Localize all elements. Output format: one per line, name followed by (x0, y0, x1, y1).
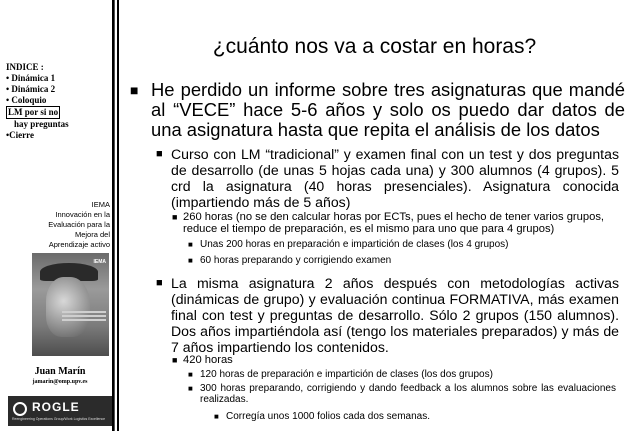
bullet-text: 120 horas de preparación e impartición de clases (los dos grupos) (200, 369, 493, 380)
bullet-square-icon: ■ (188, 370, 193, 379)
bullet-square-icon: ■ (130, 82, 139, 98)
logo-word: ROGLE (32, 400, 80, 414)
bullet-text: He perdido un informe sobre tres asignaturas que mandé al “VECE” hace 5-6 años y solo os puedo dar datos de una asignatura hasta que repita el análisis de los datos (151, 79, 625, 140)
slide-title: ¿cuánto nos va a costar en horas? (212, 35, 537, 58)
index-item-dinamica-1[interactable]: • Dinámica 1 (6, 73, 56, 83)
bullet-text: 300 horas preparando, corrigiendo y dando feedback a los alumnos sobre las evaluaciones realizadas. (200, 383, 616, 405)
index-item-lm-cont[interactable]: hay preguntas (14, 119, 69, 129)
author-name: Juan Marín (34, 366, 86, 377)
bullet-square-icon: ■ (156, 148, 163, 160)
author-email: jamarin@omp.upv.es (32, 379, 88, 385)
index-title: INDICE : (6, 62, 44, 72)
rogle-logo (8, 396, 112, 426)
iema-line: Evaluación para la (48, 220, 110, 229)
bullet-text: 260 horas (no se den calcular horas por ECTs, pues el hecho de tener varios grupos, reduce el tiempo de preparación, es el mismo para uno que para 4 grupos) (183, 211, 605, 235)
bullet-text: 60 horas preparando y corrigiendo examen (200, 255, 392, 266)
bullet-square-icon: ■ (172, 212, 178, 222)
bullet-text: Curso con LM “tradicional” y examen final con un test y dos preguntas de desarrollo (de unas 5 hojas cada una) y 300 alumnos (4 grupos). 5 crd la asignatura (40 horas presenciales). Asignatura conocida (impartiendo más de 5 años) (171, 146, 619, 210)
iema-line: Innovación en la (55, 210, 110, 219)
slide-content (122, 0, 627, 431)
divider-line (117, 0, 119, 431)
sidebar (0, 0, 116, 431)
bullet-square-icon: ■ (188, 256, 193, 265)
cover-label: IEMA (93, 259, 106, 265)
bullet-square-icon: ■ (214, 412, 219, 421)
index-item-coloquio[interactable]: • Coloquio (6, 95, 47, 105)
bullet-square-icon: ■ (188, 384, 193, 393)
index-item-cierre[interactable]: •Cierre (6, 130, 34, 140)
cover-title-lines (62, 311, 106, 329)
bullet-square-icon: ■ (172, 355, 178, 365)
bullet-square-icon: ■ (156, 277, 163, 289)
iema-line: Mejora del (74, 230, 110, 239)
ring-icon (13, 402, 27, 416)
bullet-text: Unas 200 horas en preparación e impartición de clases (los 4 grupos) (200, 239, 509, 250)
index-item-lm[interactable]: LM por si no (8, 107, 59, 117)
bullet-text: La misma asignatura 2 años después con metodologías activas (dinámicas de grupo) y evaluación continua FORMATIVA, más examen final con test y preguntas de desarrollo. Sólo 2 grupos (150 alumnos). Dos años impartiéndola así (tengo los materiales preparados) y más de 7 años impartiendo los contenidos. (171, 275, 619, 355)
bullet-text: Corregía unos 1000 folios cada dos semanas. (226, 411, 431, 422)
logo-tagline: Reengineering Operations Group/Work Logistics Excellence (12, 417, 106, 421)
author-block (10, 366, 110, 385)
index-item-dinamica-2[interactable]: • Dinámica 2 (6, 84, 56, 94)
bullet-square-icon: ■ (188, 240, 193, 249)
divider-line (114, 0, 115, 431)
bullet-text: 420 horas (183, 354, 233, 366)
book-cover-image (32, 253, 109, 356)
index-block (6, 62, 110, 141)
iema-caption (10, 200, 110, 250)
iema-line: IEMA (91, 200, 110, 209)
iema-line: Aprendizaje activo (48, 240, 110, 249)
